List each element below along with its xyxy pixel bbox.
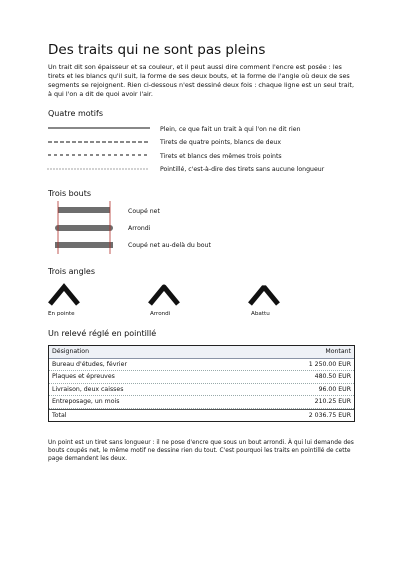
join-label: Abattu [251,311,270,317]
cell-designation: Livraison, deux caisses [52,385,124,393]
section-heading-bouts: Trois bouts [48,189,91,198]
motif-label: Tirets de quatre points, blancs de deux [160,139,281,146]
join-bevel-sample [250,287,278,304]
ledger-table [48,345,355,422]
cap-label: Coupé net au-delà du bout [128,242,211,249]
table-row [49,396,354,409]
table-row [49,384,354,397]
section-heading-motifs: Quatre motifs [48,109,104,118]
join-label: Arrondi [150,311,171,317]
table-header-row [49,346,354,359]
motif-label: Plein, ce que fait un trait à qui l'on ne dit rien [160,126,301,133]
total-label: Total [52,411,67,419]
cap-label: Arrondi [128,225,151,232]
table-total-row [49,409,354,422]
motif-label: Tirets et blancs des mêmes trois points [160,153,282,160]
section-heading-angles: Trois angles [48,267,96,276]
table-row [49,371,354,384]
footnote-paragraph: Un point est un tiret sans longueur : il ne pose d'encre que sous un bout arrondi. À qui lui demande des bouts coupés net, le même motif ne dessine rien du tout. C'est pourquoi les traits en pointillé de cette page demandent les deux. [48,440,354,462]
cell-designation: Plaques et épreuves [52,373,115,381]
join-miter-sample [50,287,78,304]
cell-montant: 1 250.00 EUR [308,360,351,368]
cell-montant: 480.50 EUR [314,373,351,381]
cell-designation: Bureau d'études, février [52,360,127,368]
cap-label: Coupé net [128,208,160,215]
table-row [49,359,354,372]
section-heading-releve: Un relevé réglé en pointillé [48,329,157,338]
column-header-montant: Montant [325,348,351,356]
cell-montant: 96.00 EUR [318,385,351,393]
cell-montant: 210.25 EUR [314,398,351,406]
total-value: 2 036.75 EUR [308,411,351,419]
cell-designation: Entreposage, un mois [52,398,120,406]
intro-paragraph: Un trait dit son épaisseur et sa couleur, et il peut aussi dire comment l'encre est posée : les tirets et les blancs qu'il suit, la forme de ses deux bouts, et la forme de l'angle où deux de ses segments se rejoignent. Rien ci-dessous n'est dessiné deux fois : chaque ligne est un seul trait, à qui l'on a dit de quoi avoir l'air. [48,63,354,98]
motif-label: Pointillé, c'est-à-dire des tirets sans aucune longueur [160,166,325,173]
join-label: En pointe [48,311,75,317]
join-round-sample [150,287,178,304]
page-title: Des traits qui ne sont pas pleins [48,42,266,58]
column-header-designation: Désignation [52,348,90,356]
